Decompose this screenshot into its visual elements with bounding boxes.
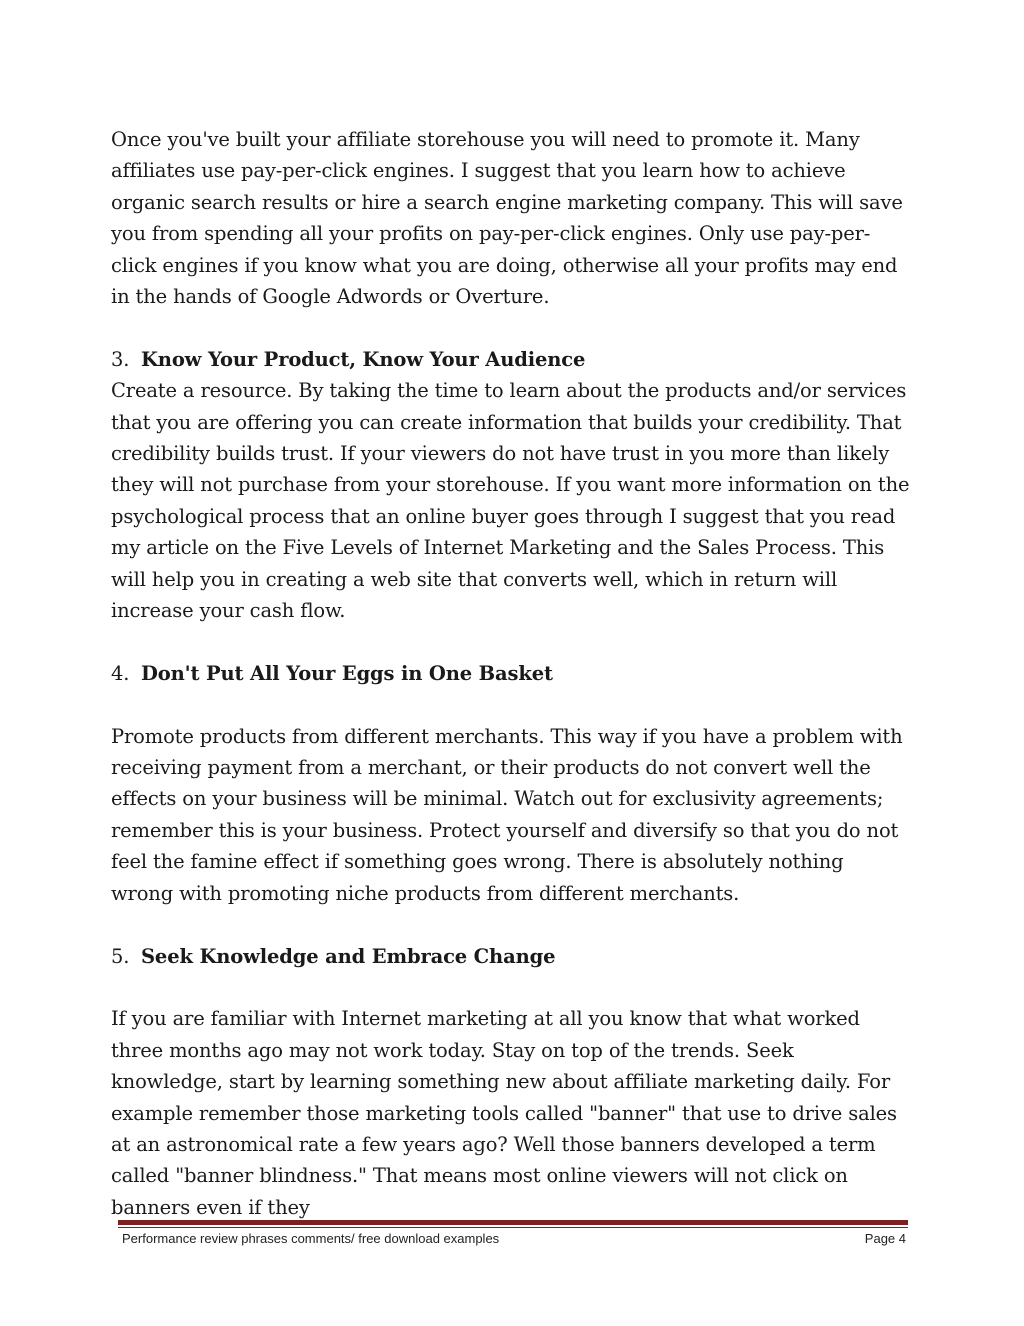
spacer: [111, 312, 911, 343]
section-heading: [111, 658, 911, 689]
section-number: 4.: [111, 661, 130, 685]
spacer: [111, 972, 911, 1003]
footer-divider-thin: [118, 1227, 908, 1228]
section-paragraph: Create a resource. By taking the time to learn about the products and/or services that you are offering you can create information that builds your credibility. That credibility builds trust. If your viewers do not have trust in you more than likely they will not purchase from your storehouse. If you want more information on the psychological process that an online buyer goes through I suggest that you read my article on the Five Levels of Internet Marketing and the Sales Process. This will help you in creating a web site that converts well, which in return will increase your cash flow.: [111, 379, 910, 623]
section-title: Know Your Product, Know Your Audience: [141, 347, 586, 371]
footer-title: Performance review phrases comments/ free download examples: [122, 1231, 500, 1246]
spacer: [111, 689, 911, 720]
section-title: Don't Put All Your Eggs in One Basket: [141, 661, 553, 685]
section-title: Seek Knowledge and Embrace Change: [141, 944, 556, 968]
footer-divider: [118, 1220, 908, 1225]
section-number: 5.: [111, 944, 130, 968]
section-heading: [111, 344, 911, 375]
section-paragraph: If you are familiar with Internet marketing at all you know that what worked three months ago may not work today. Stay on top of the trends. Seek knowledge, start by learning something new about affiliate marketing daily. For example remember those marketing tools called "banner" that use to drive sales at an astronomical rate a few years ago? Well those banners developed a term called "banner blindness." That means most online viewers will not click on banners even if they: [111, 1007, 897, 1219]
spacer: [111, 909, 911, 940]
section-paragraph: Promote products from different merchants. This way if you have a problem with receiving payment from a merchant, or their products do not convert well the effects on your business will be minimal. Watch out for exclusivity agreements; remember this is your business. Protect yourself and diversify so that you do not feel the famine effect if something goes wrong. There is absolutely nothing wrong with promoting niche products from different merchants.: [111, 724, 903, 905]
page-number: Page 4: [864, 1231, 906, 1246]
section-heading: [111, 941, 911, 972]
page-body: [111, 124, 911, 1223]
spacer: [111, 626, 911, 657]
intro-paragraph: Once you've built your affiliate storehouse you will need to promote it. Many affiliates use pay-per-click engines. I suggest that you learn how to achieve organic search results or hire a search engine marketing company. This will save you from spending all your profits on pay-per-click engines. Only use pay-per-click engines if you know what you are doing, otherwise all your profits may end in the hands of Google Adwords or Overture.: [111, 128, 903, 309]
section-number: 3.: [111, 347, 130, 371]
